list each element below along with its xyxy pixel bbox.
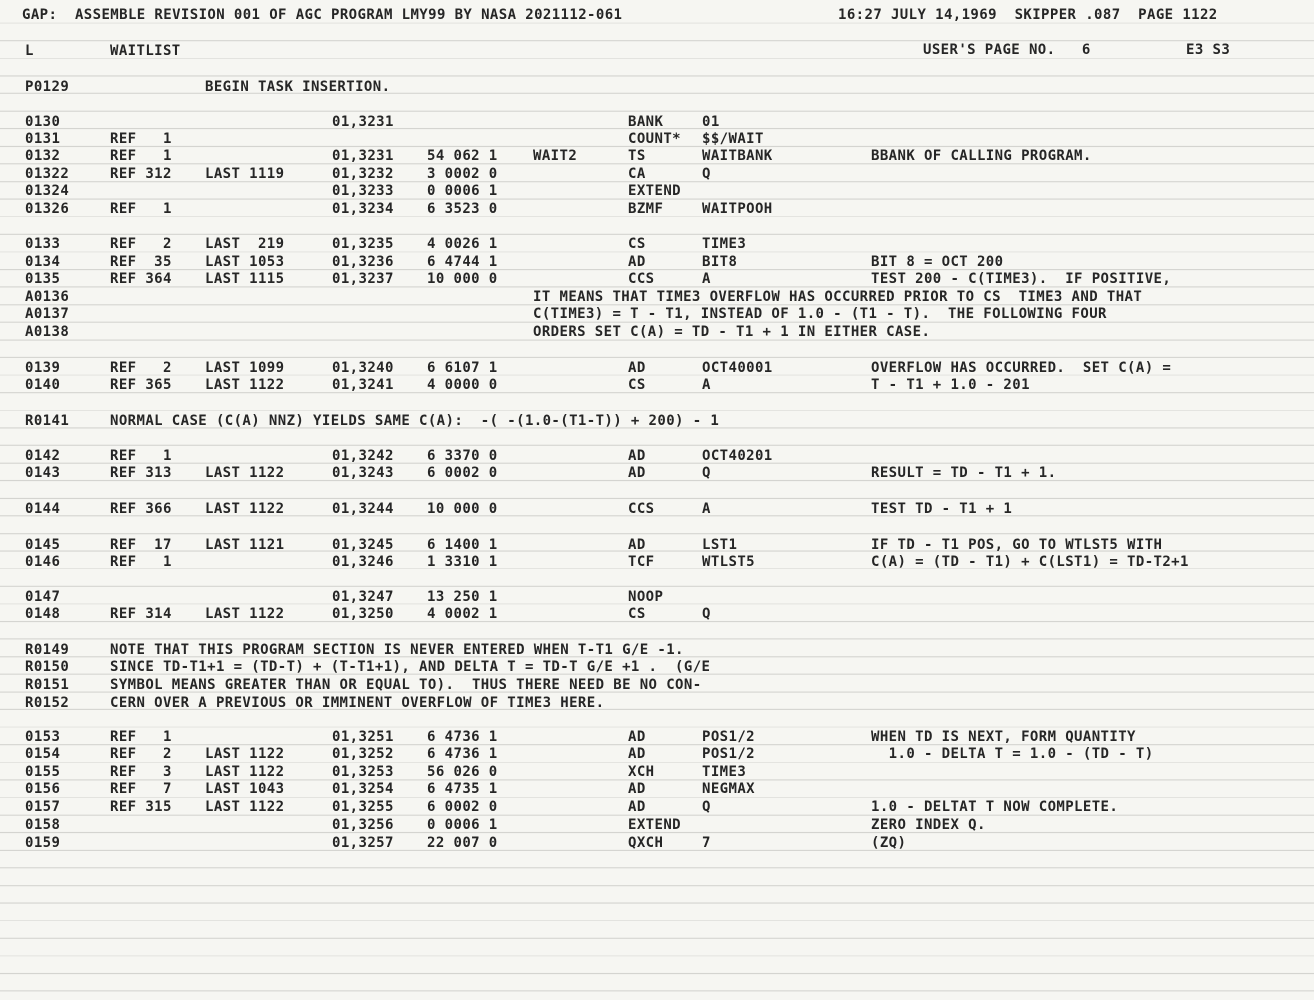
header-program: GAP: ASSEMBLE REVISION 001 OF AGC PROGRAM LMY99 BY NASA 2021112-061 — [22, 7, 623, 23]
row-last: LAST 1122 — [205, 799, 285, 815]
row-ref: REF 2 — [110, 746, 172, 762]
row-addr: 01,3241 — [332, 377, 394, 393]
row-line: 0140 — [25, 377, 61, 393]
row-ref: REF 35 — [110, 254, 172, 270]
row-addr: 01,3231 — [332, 148, 394, 164]
row-line: 0154 — [25, 746, 61, 762]
row-cont: C(TIME3) = T - T1, INSTEAD OF 1.0 - (T1 - T). THE FOLLOWING FOUR — [533, 306, 1107, 322]
row-text: SYMBOL MEANS GREATER THAN OR EQUAL TO). THUS THERE NEED BE NO CON- — [110, 677, 702, 693]
row-addr: 01,3247 — [332, 589, 394, 605]
row-op: BZMF — [628, 201, 664, 217]
row-line: R0151 — [25, 677, 70, 693]
row-comment: BIT 8 = OCT 200 — [871, 254, 1004, 270]
row-op: CS — [628, 377, 646, 393]
row-line: 0133 — [25, 236, 61, 252]
row-op: EXTEND — [628, 817, 681, 833]
row-code: 4 0026 1 — [427, 236, 498, 252]
row-line: A0137 — [25, 306, 70, 322]
row-line: 01322 — [25, 166, 70, 182]
row-op: QXCH — [628, 835, 664, 851]
row-last: LAST 1122 — [205, 746, 285, 762]
row-code: 6 4736 1 — [427, 746, 498, 762]
row-code: 22 007 0 — [427, 835, 498, 851]
row-ref: REF 1 — [110, 148, 172, 164]
row-operand: $$/WAIT — [702, 131, 764, 147]
row-code: 3 0002 0 — [427, 166, 498, 182]
row-cont: IT MEANS THAT TIME3 OVERFLOW HAS OCCURRED PRIOR TO CS TIME3 AND THAT — [533, 289, 1143, 305]
row-last: LAST 1122 — [205, 501, 285, 517]
row-code: 1 3310 1 — [427, 554, 498, 570]
row-last: LAST 219 — [205, 236, 285, 252]
row-line: 0145 — [25, 537, 61, 553]
row-addr: 01,3242 — [332, 448, 394, 464]
row-comment: WHEN TD IS NEXT, FORM QUANTITY — [871, 729, 1136, 745]
row-comment: 1.0 - DELTAT T NOW COMPLETE. — [871, 799, 1119, 815]
row-code: 6 0002 0 — [427, 465, 498, 481]
row-last: LAST 1043 — [205, 781, 285, 797]
row-line: 0155 — [25, 764, 61, 780]
row-op: CS — [628, 236, 646, 252]
row-ref: REF 313 — [110, 465, 172, 481]
row-ref: REF 315 — [110, 799, 172, 815]
row-operand: TIME3 — [702, 764, 747, 780]
row-line: 0157 — [25, 799, 61, 815]
row-ref: REF 312 — [110, 166, 172, 182]
row-code: 13 250 1 — [427, 589, 498, 605]
row-op: EXTEND — [628, 183, 681, 199]
row-addr: 01,3252 — [332, 746, 394, 762]
row-text: NOTE THAT THIS PROGRAM SECTION IS NEVER ENTERED WHEN T-T1 G/E -1. — [110, 642, 684, 658]
row-code: 6 4736 1 — [427, 729, 498, 745]
row-addr: 01,3232 — [332, 166, 394, 182]
row-operand: 01 — [702, 114, 720, 130]
row-line: 01324 — [25, 183, 70, 199]
row-op: TS — [628, 148, 646, 164]
row-addr: 01,3235 — [332, 236, 394, 252]
row-operand: A — [702, 501, 711, 517]
row-addr: 01,3234 — [332, 201, 394, 217]
row-addr: 01,3257 — [332, 835, 394, 851]
row-line: 0156 — [25, 781, 61, 797]
row-line: R0149 — [25, 642, 70, 658]
row-addr: 01,3253 — [332, 764, 394, 780]
row-comment: BBANK OF CALLING PROGRAM. — [871, 148, 1092, 164]
row-operand: Q — [702, 465, 711, 481]
row-code: 0 0006 1 — [427, 817, 498, 833]
row-code: 6 1400 1 — [427, 537, 498, 553]
row-addr: 01,3246 — [332, 554, 394, 570]
row-line: R0150 — [25, 659, 70, 675]
row-line: R0141 — [25, 413, 70, 429]
row-line: 0139 — [25, 360, 61, 376]
row-op: CS — [628, 606, 646, 622]
row-text: NORMAL CASE (C(A) NNZ) YIELDS SAME C(A): -( -(1.0-(T1-T)) + 200) - 1 — [110, 413, 720, 429]
row-code: 10 000 0 — [427, 271, 498, 287]
row-line: 0159 — [25, 835, 61, 851]
row-line: 0146 — [25, 554, 61, 570]
row-comment: TEST 200 - C(TIME3). IF POSITIVE, — [871, 271, 1172, 287]
row-line: 0148 — [25, 606, 61, 622]
row-operand: Q — [702, 166, 711, 182]
row-text: BEGIN TASK INSERTION. — [205, 79, 391, 95]
row-op: AD — [628, 746, 646, 762]
row-operand: A — [702, 271, 711, 287]
row-comment: OVERFLOW HAS OCCURRED. SET C(A) = — [871, 360, 1172, 376]
row-op: AD — [628, 799, 646, 815]
row-addr: 01,3240 — [332, 360, 394, 376]
row-code: 10 000 0 — [427, 501, 498, 517]
row-ref: REF 3 — [110, 764, 172, 780]
row-addr: 01,3236 — [332, 254, 394, 270]
row-line: 0135 — [25, 271, 61, 287]
row-code: 6 4735 1 — [427, 781, 498, 797]
row-code: 4 0000 0 — [427, 377, 498, 393]
row-code: 6 6107 1 — [427, 360, 498, 376]
row-addr: 01,3233 — [332, 183, 394, 199]
edition-code: E3 S3 — [1186, 42, 1231, 58]
row-operand: 7 — [702, 835, 711, 851]
row-text: SINCE TD-T1+1 = (TD-T) + (T-T1+1), AND DELTA T = TD-T G/E +1 . (G/E — [110, 659, 711, 675]
row-line: 01326 — [25, 201, 70, 217]
row-ref: REF 1 — [110, 448, 172, 464]
row-operand: POS1/2 — [702, 729, 755, 745]
row-comment: (ZQ) — [871, 835, 907, 851]
row-ref: REF 7 — [110, 781, 172, 797]
row-code: 56 026 0 — [427, 764, 498, 780]
row-comment: 1.0 - DELTA T = 1.0 - (TD - T) — [871, 746, 1154, 762]
row-operand: LST1 — [702, 537, 738, 553]
row-addr: 01,3244 — [332, 501, 394, 517]
row-last: LAST 1122 — [205, 377, 285, 393]
row-operand: A — [702, 377, 711, 393]
row-ref: REF 1 — [110, 201, 172, 217]
row-ref: REF 1 — [110, 131, 172, 147]
row-last: LAST 1115 — [205, 271, 285, 287]
row-addr: 01,3254 — [332, 781, 394, 797]
row-cont: ORDERS SET C(A) = TD - T1 + 1 IN EITHER CASE. — [533, 324, 931, 340]
row-addr: 01,3231 — [332, 114, 394, 130]
row-op: BANK — [628, 114, 664, 130]
row-line: A0138 — [25, 324, 70, 340]
row-operand: POS1/2 — [702, 746, 755, 762]
section-name: WAITLIST — [110, 43, 181, 59]
row-line: 0132 — [25, 148, 61, 164]
row-last: LAST 1122 — [205, 764, 285, 780]
row-operand: NEGMAX — [702, 781, 755, 797]
row-code: 4 0002 1 — [427, 606, 498, 622]
row-op: AD — [628, 254, 646, 270]
row-op: AD — [628, 781, 646, 797]
row-last: LAST 1119 — [205, 166, 285, 182]
row-ref: REF 17 — [110, 537, 172, 553]
row-line: 0158 — [25, 817, 61, 833]
row-operand: OCT40201 — [702, 448, 773, 464]
row-comment: TEST TD - T1 + 1 — [871, 501, 1013, 517]
row-code: 54 062 1 — [427, 148, 498, 164]
row-ref: REF 1 — [110, 729, 172, 745]
row-op: AD — [628, 465, 646, 481]
row-line: 0144 — [25, 501, 61, 517]
row-code: 6 3523 0 — [427, 201, 498, 217]
row-code: 0 0006 1 — [427, 183, 498, 199]
row-line: P0129 — [25, 79, 70, 95]
row-comment: T - T1 + 1.0 - 201 — [871, 377, 1030, 393]
row-last: LAST 1122 — [205, 465, 285, 481]
row-operand: TIME3 — [702, 236, 747, 252]
row-ref: REF 2 — [110, 236, 172, 252]
row-operand: Q — [702, 606, 711, 622]
row-text: CERN OVER A PREVIOUS OR IMMINENT OVERFLOW OF TIME3 HERE. — [110, 695, 605, 711]
row-last: LAST 1099 — [205, 360, 285, 376]
row-operand: BIT8 — [702, 254, 738, 270]
row-label: WAIT2 — [533, 148, 578, 164]
row-comment: C(A) = (TD - T1) + C(LST1) = TD-T2+1 — [871, 554, 1189, 570]
row-ref: REF 2 — [110, 360, 172, 376]
row-ref: REF 1 — [110, 554, 172, 570]
row-addr: 01,3255 — [332, 799, 394, 815]
row-last: LAST 1053 — [205, 254, 285, 270]
row-addr: 01,3251 — [332, 729, 394, 745]
row-addr: 01,3243 — [332, 465, 394, 481]
header-timestamp: 16:27 JULY 14,1969 SKIPPER .087 PAGE 1122 — [838, 7, 1218, 23]
row-operand: WAITBANK — [702, 148, 773, 164]
row-addr: 01,3237 — [332, 271, 394, 287]
row-last: LAST 1121 — [205, 537, 285, 553]
row-line: R0152 — [25, 695, 70, 711]
row-operand: Q — [702, 799, 711, 815]
row-op: AD — [628, 537, 646, 553]
row-op: AD — [628, 448, 646, 464]
row-comment: IF TD - T1 POS, GO TO WTLST5 WITH — [871, 537, 1163, 553]
row-addr: 01,3256 — [332, 817, 394, 833]
row-op: CCS — [628, 271, 655, 287]
row-ref: REF 365 — [110, 377, 172, 393]
row-op: AD — [628, 360, 646, 376]
row-comment: ZERO INDEX Q. — [871, 817, 986, 833]
row-addr: 01,3245 — [332, 537, 394, 553]
row-op: TCF — [628, 554, 655, 570]
row-comment: RESULT = TD - T1 + 1. — [871, 465, 1057, 481]
row-ref: REF 364 — [110, 271, 172, 287]
row-op: CCS — [628, 501, 655, 517]
row-ref: REF 314 — [110, 606, 172, 622]
row-operand: WAITPOOH — [702, 201, 773, 217]
row-code: 6 0002 0 — [427, 799, 498, 815]
row-code: 6 4744 1 — [427, 254, 498, 270]
row-line: 0147 — [25, 589, 61, 605]
row-line: 0131 — [25, 131, 61, 147]
row-operand: OCT40001 — [702, 360, 773, 376]
row-op: NOOP — [628, 589, 664, 605]
section-code: L — [25, 43, 34, 59]
row-operand: WTLST5 — [702, 554, 755, 570]
row-op: CA — [628, 166, 646, 182]
row-ref: REF 366 — [110, 501, 172, 517]
row-line: 0142 — [25, 448, 61, 464]
row-op: AD — [628, 729, 646, 745]
row-line: 0130 — [25, 114, 61, 130]
row-line: 0134 — [25, 254, 61, 270]
row-addr: 01,3250 — [332, 606, 394, 622]
row-code: 6 3370 0 — [427, 448, 498, 464]
users-page-number: USER'S PAGE NO. 6 — [923, 42, 1091, 58]
row-line: A0136 — [25, 289, 70, 305]
row-line: 0143 — [25, 465, 61, 481]
row-line: 0153 — [25, 729, 61, 745]
row-last: LAST 1122 — [205, 606, 285, 622]
row-op: XCH — [628, 764, 655, 780]
row-op: COUNT* — [628, 131, 681, 147]
